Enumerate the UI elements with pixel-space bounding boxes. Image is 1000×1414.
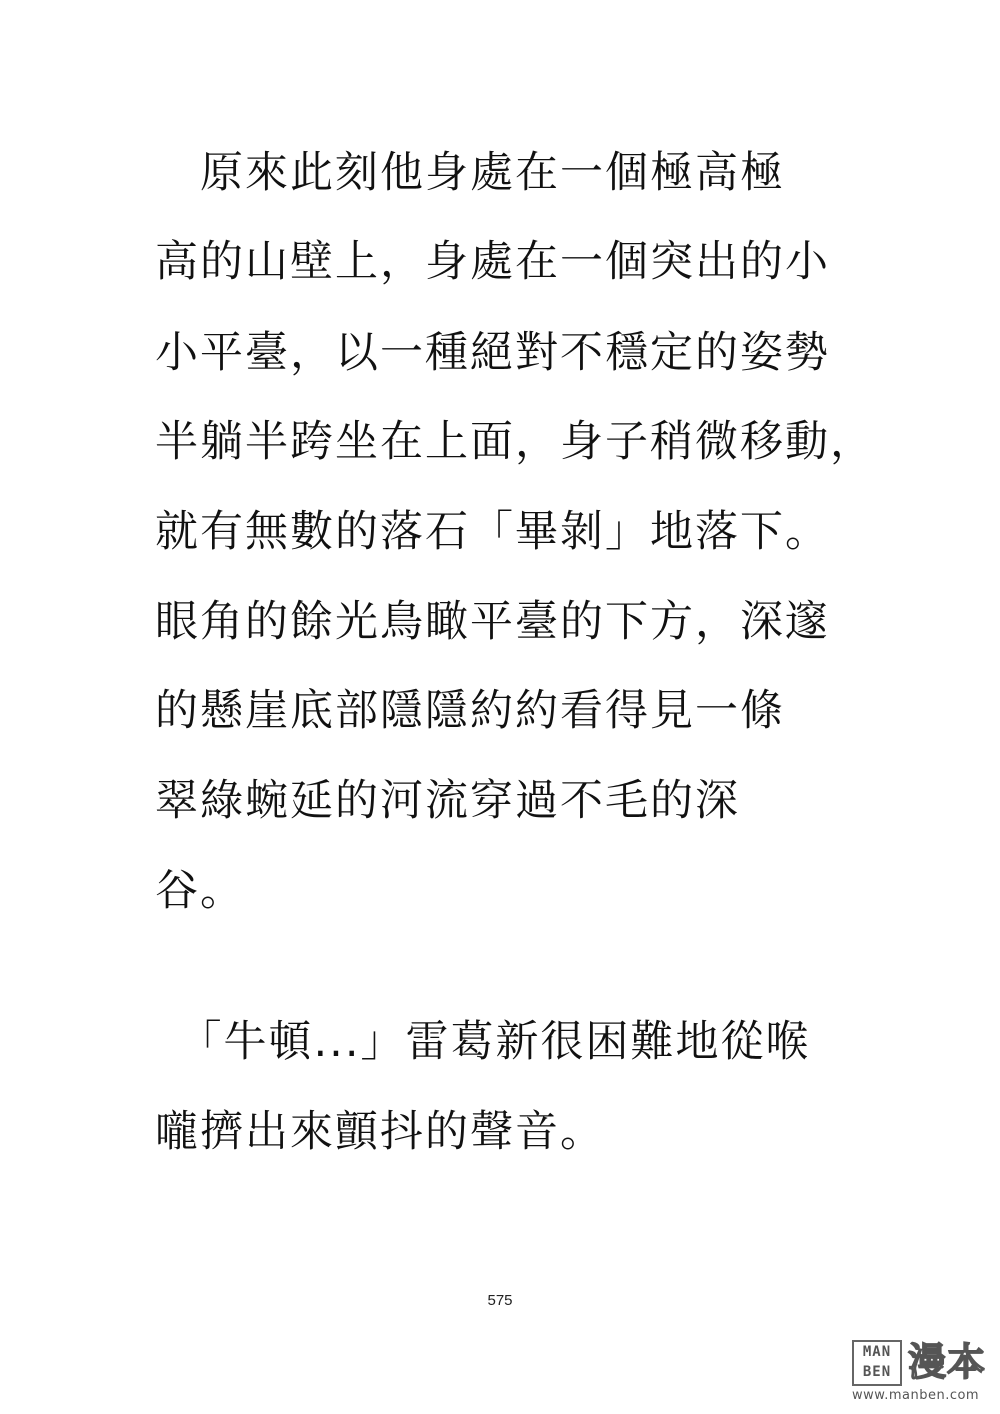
text-line-11: 嚨擠出來顫抖的聲音。 [155, 1107, 605, 1157]
watermark-logo [852, 1338, 992, 1406]
page-number: 575 [487, 1292, 513, 1309]
text-line-3: 小平臺，以一種絕對不穩定的姿勢 [155, 328, 830, 378]
text-line-2: 高的山壁上，身處在一個突出的小 [155, 237, 830, 287]
watermark-badge [852, 1340, 902, 1386]
watermark-badge-top: MAN [862, 1344, 892, 1360]
text-line-6: 眼角的餘光鳥瞰平臺的下方，深邃 [155, 597, 830, 647]
text-line-10: 「牛頓...」雷葛新很困難地從喉 [155, 1017, 811, 1067]
text-line-1: 原來此刻他身處在一個極高極 [155, 148, 785, 198]
watermark-name: 漫本 [908, 1340, 987, 1384]
text-line-8: 翠綠蜿延的河流穿過不毛的深 [155, 776, 740, 826]
watermark-url: www.manben.com [852, 1388, 980, 1403]
text-line-7: 的懸崖底部隱隱約約看得見一條 [155, 686, 785, 736]
text-line-4: 半躺半跨坐在上面，身子稍微移動， [155, 417, 875, 467]
text-line-9: 谷。 [155, 866, 245, 916]
watermark-badge-bottom: BEN [862, 1364, 892, 1380]
text-line-5: 就有無數的落石「畢剝」地落下。 [155, 507, 830, 557]
